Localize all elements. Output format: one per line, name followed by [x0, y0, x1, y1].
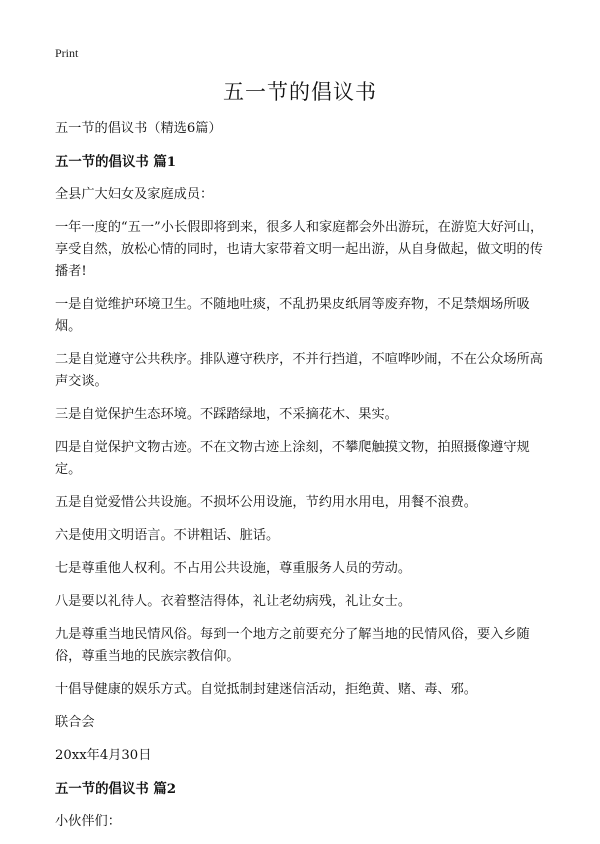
document-body	[55, 118, 552, 844]
section2-greeting: 小伙伴们：	[55, 814, 121, 829]
intro-paragraph: 一年一度的“五一”小长假即将到来，很多人和家庭都会外出游玩，在游览大好河山，享受自然，放松心情的同时，也请大家带着文明一起出游，从自身做起，做文明的传播者!	[55, 220, 544, 279]
date: 20xx年4月30日	[55, 748, 152, 763]
item-7: 七是尊重他人权利。不占用公共设施，尊重服务人员的劳动。	[55, 561, 412, 576]
signature: 联合会	[55, 715, 95, 730]
section-heading-2: 五一节的倡议书 篇2	[55, 781, 177, 797]
item-4: 四是自觉保护文物古迹。不在文物古迹上涂刻，不攀爬触摸文物，拍照摄像遵守规定。	[55, 440, 530, 477]
document-subtitle: 五一节的倡议书（精选6篇）	[55, 121, 222, 136]
print-label: Print	[55, 46, 79, 60]
item-3: 三是自觉保护生态环境。不踩踏绿地，不采摘花木、果实。	[55, 407, 398, 422]
greeting: 全县广大妇女及家庭成员：	[55, 187, 214, 202]
item-10: 十倡导健康的娱乐方式。自觉抵制封建迷信活动，拒绝黄、赌、毒、邪。	[55, 682, 477, 697]
page-title: 五一节的倡议书	[223, 80, 377, 104]
item-6: 六是使用文明语言。不讲粗话、脏话。	[55, 528, 280, 543]
item-9: 九是尊重当地民情风俗。每到一个地方之前要充分了解当地的民情风俗，要入乡随俗，尊重当地的民族宗教信仰。	[55, 627, 530, 664]
section-heading-1: 五一节的倡议书 篇1	[55, 154, 177, 170]
item-5: 五是自觉爱惜公共设施。不损坏公用设施，节约用水用电，用餐不浪费。	[55, 495, 477, 510]
item-8: 八是要以礼待人。衣着整洁得体，礼让老幼病残，礼让女士。	[55, 594, 412, 609]
item-1: 一是自觉维护环境卫生。不随地吐痰，不乱扔果皮纸屑等废弃物，不足禁烟场所吸烟。	[55, 297, 530, 334]
item-2: 二是自觉遵守公共秩序。排队遵守秩序，不并行挡道，不喧哗吵闹，不在公众场所高声交谈。	[55, 352, 543, 389]
